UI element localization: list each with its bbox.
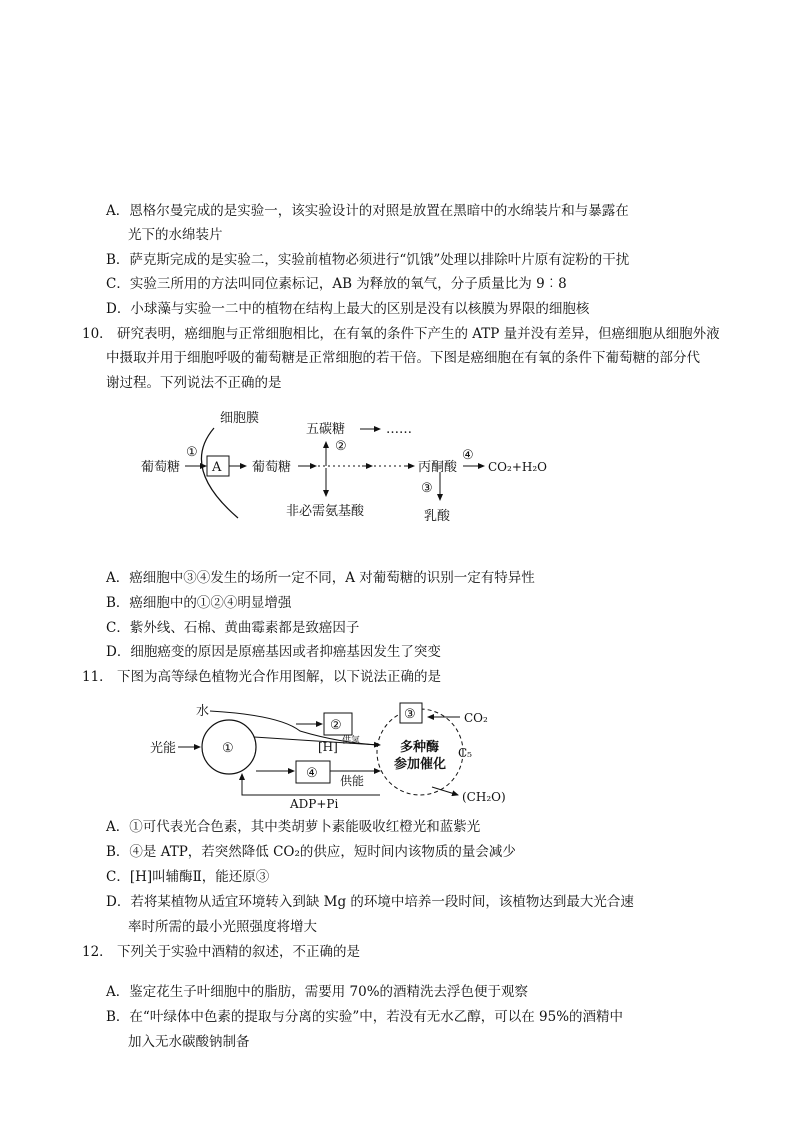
step-2-label: ② xyxy=(335,439,347,454)
q12-option-b-line1: B．在“叶绿体中色素的提取与分离的实验”中，若没有无水乙醇，可以在 95%的酒精中 xyxy=(106,1009,624,1025)
nonessential-amino-acid-label: 非必需氨基酸 xyxy=(286,504,365,519)
h-supply-label: [H] xyxy=(318,740,338,754)
step-1-label: ① xyxy=(186,445,198,460)
q12-stem: 12． 下列关于实验中酒精的叙述，不正确的是 xyxy=(82,944,360,960)
q10-stem-line2: 中摄取并用于细胞呼吸的葡萄糖是正常细胞的若干倍。下图是癌细胞在有氧的条件下葡萄糖的部分代 xyxy=(106,350,700,366)
q12-option-a: A．鉴定花生子叶细胞中的脂肪，需要用 70%的酒精洗去浮色便于观察 xyxy=(106,984,529,1000)
circle-1-label: ① xyxy=(222,741,234,756)
q10-option-d: D．细胞癌变的原因是原癌基因或者抑癌基因发生了突变 xyxy=(106,644,441,660)
c5-label: C₅ xyxy=(458,746,472,760)
q10-option-b: B．癌细胞中的①②④明显增强 xyxy=(106,595,292,611)
q9-option-c: C．实验三所用的方法叫同位素标记，AB 为释放的氧气，分子质量比为 9︰8 xyxy=(106,276,567,292)
q10-stem-line3: 谢过程。下列说法不正确的是 xyxy=(106,375,282,391)
q10-option-a: A．癌细胞中③④发生的场所一定不同，A 对葡萄糖的识别一定有特异性 xyxy=(106,570,535,586)
q10-stem-line1: 10． 研究表明，癌细胞与正常细胞相比，在有氧的条件下产生的 ATP 量并没有差异，但癌细胞从细胞外液 xyxy=(82,326,720,342)
q11-option-d-line1: D．若将某植物从适宜环境转入到缺 Mg 的环境中培养一段时间，该植物达到最大光合速 xyxy=(106,894,634,910)
box-3-label: ③ xyxy=(404,707,416,722)
membrane-label: 细胞膜 xyxy=(220,411,260,426)
pyruvate-label: 丙酮酸 xyxy=(418,460,458,475)
supply-energy-label: 供能 xyxy=(340,774,365,788)
q9-option-d: D．小球藻与实验一二中的植物在结构上最大的区别是没有以核膜为界限的细胞核 xyxy=(106,301,590,317)
lactate-label: 乳酸 xyxy=(424,509,451,524)
water-label: 水 xyxy=(196,704,210,719)
enzyme-label-line2: 参加催化 xyxy=(394,757,447,772)
q11-option-c: C．[H]叫辅酶Ⅱ，能还原③ xyxy=(106,869,270,885)
box-4-label: ④ xyxy=(306,766,318,781)
q9-option-a-line1: A．恩格尔曼完成的是实验一，该实验设计的对照是放置在黑暗中的水绵装片和与暴露在 xyxy=(106,203,629,219)
glucose-inside-label: 葡萄糖 xyxy=(252,460,292,475)
ch2o-label: (CH₂O) xyxy=(462,790,506,804)
q11-option-b: B．④是 ATP，若突然降低 CO₂的供应，短时间内该物质的量会减少 xyxy=(106,844,516,860)
step-4-label: ④ xyxy=(462,448,474,463)
q10-option-c: C．紫外线、石棉、黄曲霉素都是致癌因子 xyxy=(106,620,360,636)
q11-stem: 11． 下图为高等绿色植物光合作用图解，以下说法正确的是 xyxy=(82,669,441,685)
q11-option-d-line2: 率时所需的最小光照强度将增大 xyxy=(128,919,317,935)
q11-photosynthesis-diagram xyxy=(0,695,794,810)
co2-h2o-label: CO₂+H₂O xyxy=(488,460,547,474)
supply-hydrogen-label: 供氢 xyxy=(342,736,361,746)
co2-label: CO₂ xyxy=(464,711,488,725)
carrier-a-label: A xyxy=(212,460,222,475)
q11-option-a: A．①可代表光合色素，其中类胡萝卜素能吸收红橙光和蓝紫光 xyxy=(106,819,481,835)
q9-option-a-line2: 光下的水绵装片 xyxy=(128,227,223,243)
enzyme-label-line1: 多种酶 xyxy=(400,740,440,755)
q10-metabolism-diagram xyxy=(0,400,794,530)
pentose-label: 五碳糖 xyxy=(306,422,346,437)
light-energy-label: 光能 xyxy=(150,741,177,756)
glucose-outside-label: 葡萄糖 xyxy=(141,460,181,475)
q9-option-b: B．萨克斯完成的是实验二，实验前植物必须进行“饥饿”处理以排除叶片原有淀粉的干扰 xyxy=(106,252,630,268)
adp-pi-label: ADP+Pi xyxy=(290,797,339,810)
pentose-dots: …… xyxy=(386,422,412,437)
q12-option-b-line2: 加入无水碳酸钠制备 xyxy=(128,1034,250,1050)
box-2-label: ② xyxy=(330,718,342,733)
step-3-label: ③ xyxy=(421,481,433,496)
